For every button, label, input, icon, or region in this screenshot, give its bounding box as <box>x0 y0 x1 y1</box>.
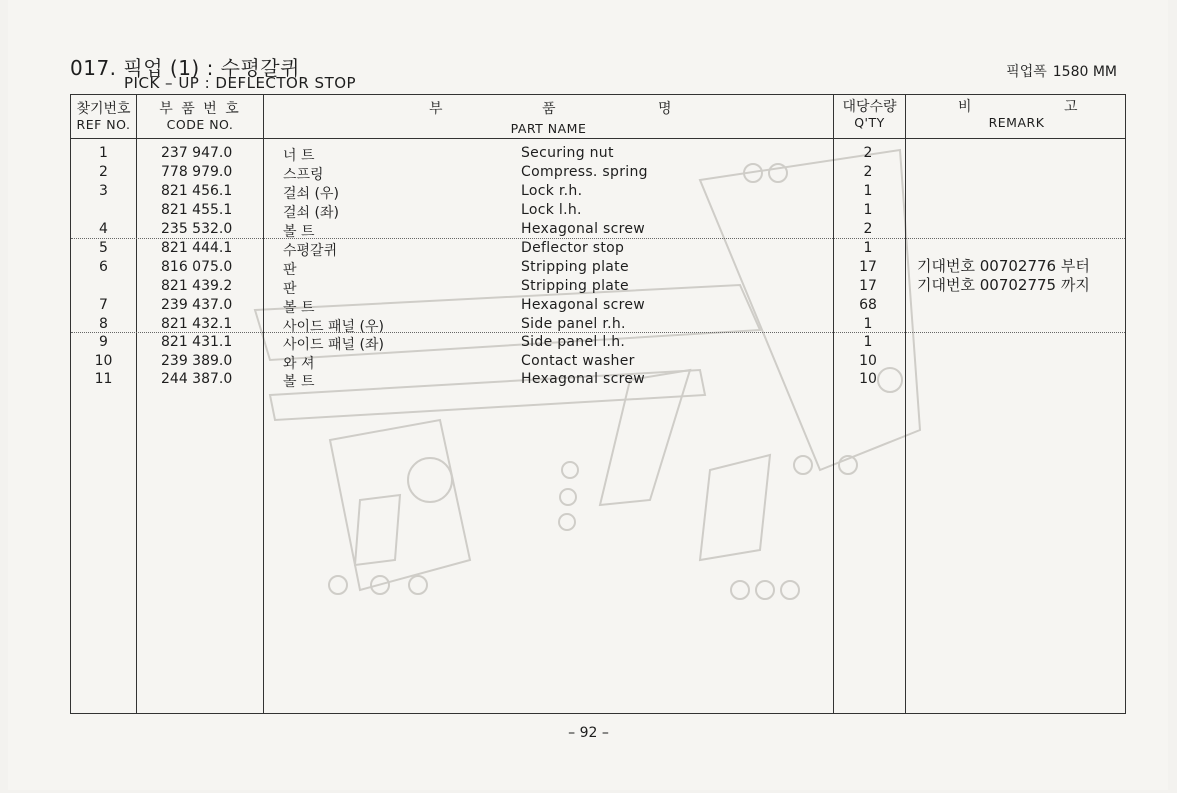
table-row: 2 778 979.0 스프링 Compress. spring 2 <box>99 164 873 183</box>
table-row: 1 237 947.0 너 트 Securing nut 2 <box>99 145 873 164</box>
parts-table <box>70 94 1126 714</box>
page-number: – 92 – <box>568 725 609 741</box>
header-ref: 찾기번호 REF NO. <box>76 101 131 132</box>
pickup-width-value: 1580 MM <box>1052 64 1117 80</box>
remark-serial-from: 기대번호 00702776 부터 <box>917 257 1090 275</box>
pickup-width-label: 픽업폭 <box>1006 64 1047 80</box>
header-qty: 대당수량 Q'TY <box>842 99 897 130</box>
header-divider <box>71 138 1125 139</box>
table-row: 9 821 431.1 사이드 패널 (좌) Side panel l.h. 1 <box>99 334 873 353</box>
page-title: 017. 픽업 (1) : 수평갈퀴 <box>70 56 300 80</box>
header-remark: 비 고 REMARK <box>958 99 1078 130</box>
header-part-name: 부 품 명 PART NAME <box>429 101 672 136</box>
table-row: 11 244 387.0 볼 트 Hexagonal screw 10 <box>94 371 877 390</box>
page-subtitle: PICK – UP : DEFLECTOR STOP <box>124 74 357 92</box>
remark-serial-to: 기대번호 00702775 까지 <box>917 276 1090 294</box>
table-row: 4 235 532.0 볼 트 Hexagonal screw 2 <box>99 221 873 240</box>
table-row: 821 455.1 걸쇠 (좌) Lock l.h. 1 <box>161 202 873 221</box>
table-row: 10 239 389.0 와 셔 Contact washer 10 <box>94 353 877 372</box>
pickup-width <box>1006 61 1123 81</box>
table-row: 8 821 432.1 사이드 패널 (우) Side panel r.h. 1 <box>99 316 873 335</box>
table-row: 3 821 456.1 걸쇠 (우) Lock r.h. 1 <box>99 183 873 202</box>
table-row: 7 239 437.0 볼 트 Hexagonal screw 68 <box>99 297 877 316</box>
header-code: 부 품 번 호 CODE NO. <box>159 101 241 132</box>
group-separator <box>71 238 1125 239</box>
table-row: 821 439.2 판 Stripping plate 17 <box>161 278 877 297</box>
table-row: 5 821 444.1 수평갈퀴 Deflector stop 1 <box>99 240 873 259</box>
group-separator <box>71 332 1125 333</box>
table-row: 6 816 075.0 판 Stripping plate 17 <box>99 259 877 278</box>
